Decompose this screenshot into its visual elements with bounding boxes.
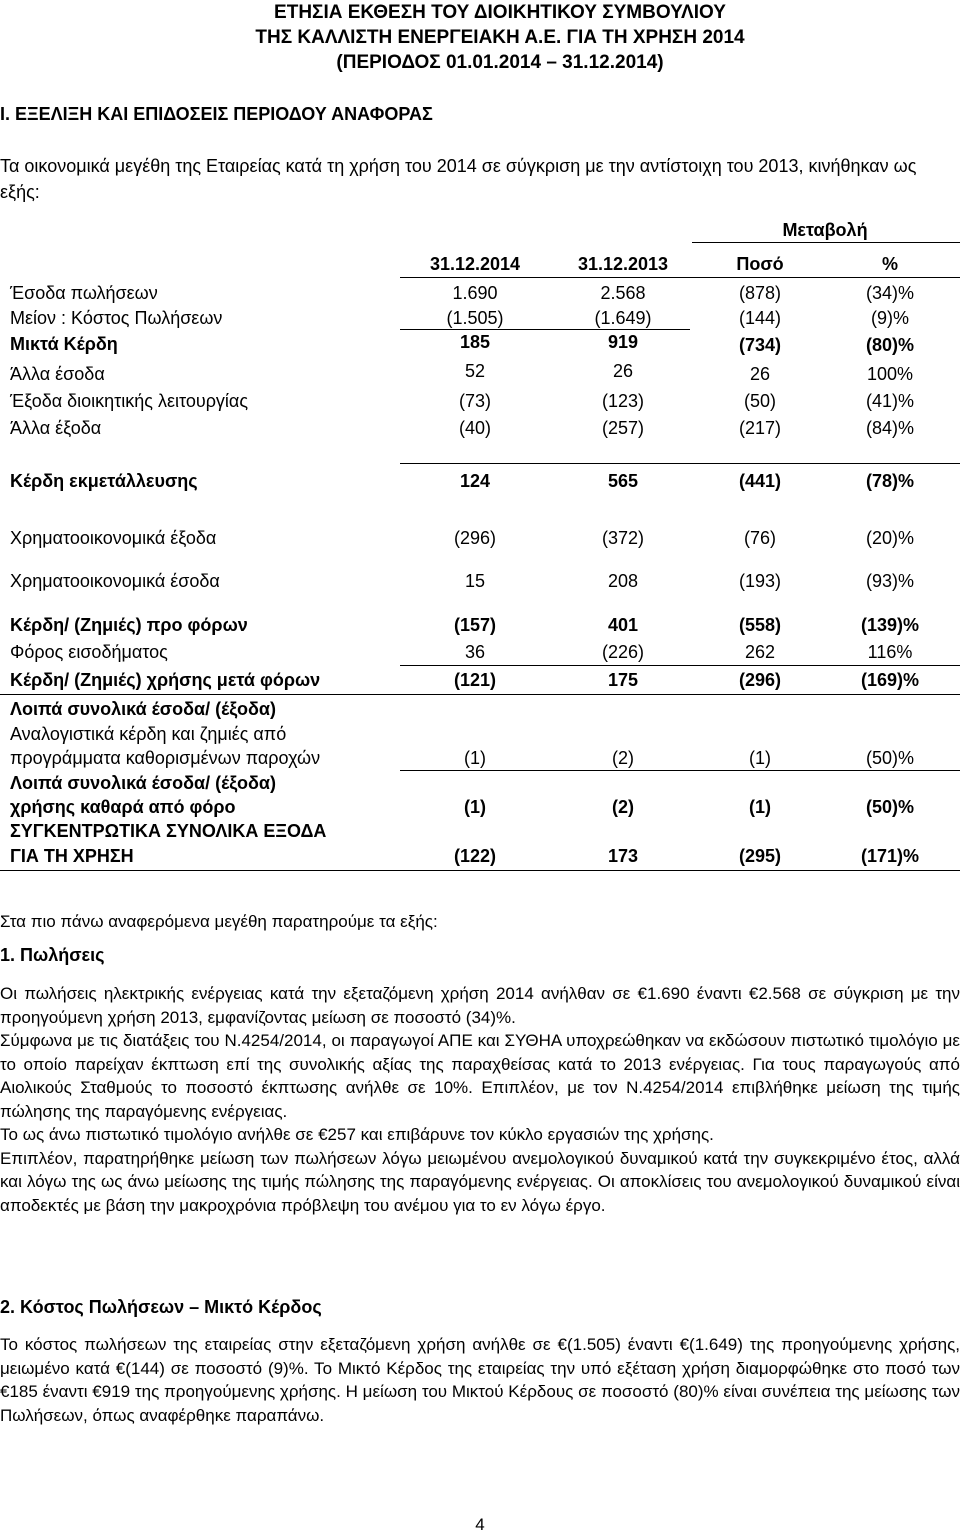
title-line-2: ΤΗΣ ΚΑΛΛΙΣΤΗ ΕΝΕΡΓΕΙΑΚΗ Α.Ε. ΓΙΑ ΤΗ ΧΡΗΣΗ 2014 (255, 27, 745, 48)
cell-percent: (93)% (865, 571, 914, 591)
observations-intro (0, 910, 960, 934)
cell-2013: 565 (607, 471, 639, 491)
cell-2014: (157) (453, 615, 497, 635)
oci-line (400, 770, 960, 771)
cell-2014: 15 (464, 571, 486, 591)
cell-percent: (50)% (865, 797, 914, 817)
cell-2013: 175 (607, 670, 639, 690)
cell-percent: (171)% (860, 846, 920, 866)
cell-2014: 1.690 (452, 283, 498, 303)
row-label: Άλλα έξοδα (10, 418, 102, 438)
after-tax-line (0, 694, 960, 695)
cell-2013: (2) (612, 748, 634, 768)
sales-paragraph-4: Επιπλέον, παρατηρήθηκε μείωση των πωλήσεων λόγω μειωμένου ανεμολογικού δυναμικού κατά την συγκεκριμένο έτος, αλλά και λόγω της ως άνω μείωσης της τιμής πώλησης της παραγόμενης ενέργειας. Οι αποκλίσεις του ανεμολογικού δυναμικού είναι αποδεκτές με βάση την μακροχρόνια πρόβλεψη του ανέμου για το εν λόγω έργο. (0, 1148, 960, 1215)
observations-text: Στα πιο πάνω αναφερόμενα μεγέθη παρατηρούμε τα εξής: (0, 912, 438, 931)
cell-2013: (372) (601, 528, 645, 548)
cell-2014: (1.505) (446, 308, 504, 328)
cell-amount: (217) (738, 418, 782, 438)
row-label: Άλλα έσοδα (10, 364, 105, 384)
cell-2013: (226) (601, 642, 645, 662)
cell-amount: (878) (738, 283, 782, 303)
cost-paragraph-1: Το κόστος πωλήσεων της εταιρείας στην εξεταζόμενη χρήση ανήλθε σε €(1.505) έναντι €(1.649) της προηγούμενης χρήσης, μειωμένο κατά €(144) σε ποσοστό (9)%. Το Μικτό Κέρδος της εταιρείας την υπό εξέταση χρήση διαμορφώθηκε στο ποσό των €185 έναντι €919 της προηγούμενης χρήσης. Η μείωση του Μικτού Κέρδους σε ποσοστό (80)% είναι συνέπεια της μείωσης των Πωλήσεων, όπως αναφέρθηκε παραπάνω. (0, 1335, 960, 1425)
cell-amount: (1) (749, 748, 771, 768)
cell-2014: (1) (464, 748, 486, 768)
intro-paragraph (0, 153, 960, 205)
cell-amount: (296) (738, 670, 782, 690)
row-label: χρήσης καθαρά από φόρο (10, 797, 236, 817)
cell-2014: (122) (453, 846, 497, 866)
cell-2014: 185 (459, 332, 491, 352)
cell-percent: (50)% (865, 748, 914, 768)
cell-2013: (257) (601, 418, 645, 438)
cell-amount: (441) (738, 471, 782, 491)
sales-paragraph-3: Το ως άνω πιστωτικό τιμολόγιο ανήλθε σε €257 και επιβάρυνε τον κύκλο εργασιών της χρήσης. (0, 1125, 714, 1144)
cell-amount: (734) (738, 335, 782, 355)
row-label: Μείον : Κόστος Πωλήσεων (10, 308, 223, 328)
operating-line (400, 463, 960, 464)
cell-amount: (558) (738, 615, 782, 635)
title-line-3: (ΠΕΡΙΟΔΟΣ 01.01.2014 – 31.12.2014) (336, 52, 664, 73)
cell-2013: 26 (612, 361, 634, 381)
row-label: Λοιπά συνολικά έσοδα/ (έξοδα) (10, 773, 276, 793)
cell-2014: 124 (459, 471, 491, 491)
cell-2013: 919 (607, 332, 639, 352)
cell-2014: (40) (458, 418, 491, 438)
row-label: Κέρδη/ (Ζημιές) προ φόρων (10, 615, 248, 635)
sales-heading: 1. Πωλήσεις (0, 945, 105, 965)
sales-section (0, 982, 960, 1217)
sales-paragraph-1: Οι πωλήσεις ηλεκτρικής ενέργειας κατά την εξεταζόμενη χρήση 2014 ανήλθαν σε €1.690 έναντι €2.568 σε σύγκριση με την προηγούμενη χρήση 2013, εμφανίζοντας μείωση σε ποσοστό (34)%. (0, 984, 960, 1027)
cell-percent: (169)% (860, 670, 920, 690)
row-label: Έξοδα διοικητικής λειτουργίας (10, 391, 249, 411)
cell-amount: (193) (738, 571, 782, 591)
cell-percent: 116% (867, 642, 913, 662)
total-line (0, 870, 960, 871)
cell-percent: (34)% (865, 283, 914, 303)
cell-2013: (2) (612, 797, 634, 817)
col-header-2014: 31.12.2014 (429, 254, 521, 274)
cell-2013: 401 (607, 615, 639, 635)
header-divider (692, 242, 960, 243)
row-label: προγράμματα καθορισμένων παροχών (10, 748, 321, 768)
row-label: Αναλογιστικά κέρδη και ζημιές από (10, 724, 287, 744)
row-label: Λοιπά συνολικά έσοδα/ (έξοδα) (10, 699, 276, 719)
title-line-1: ΕΤΗΣΙΑ ΕΚΘΕΣΗ ΤΟΥ ΔΙΟΙΚΗΤΙΚΟΥ ΣΥΜΒΟΥΛΙΟΥ (274, 2, 726, 23)
cell-percent: (41)% (865, 391, 914, 411)
col-header-amount: Ποσό (736, 254, 784, 274)
page-number: 4 (475, 1515, 485, 1534)
intro-text: Τα οικονομικά μεγέθη της Εταιρείας κατά τη χρήση του 2014 σε σύγκριση με την αντίστοιχη του 2013, κινήθηκαν ως εξής: (0, 156, 917, 202)
cell-2014: (296) (453, 528, 497, 548)
cell-amount: (50) (743, 391, 776, 411)
row-label: Χρηματοοικονομικά έσοδα (10, 571, 220, 591)
report-title (150, 0, 850, 75)
cell-percent: (9)% (870, 308, 909, 328)
cell-amount: 262 (744, 642, 776, 662)
cell-percent: 100% (866, 364, 914, 384)
cell-percent: (84)% (865, 418, 914, 438)
col-header-2013: 31.12.2013 (577, 254, 669, 274)
cell-amount: (295) (738, 846, 782, 866)
cell-2013: 2.568 (600, 283, 646, 303)
subtotal-line (400, 329, 690, 330)
cell-amount: (144) (738, 308, 782, 328)
change-group-header: Μεταβολή (782, 220, 868, 240)
cell-2014: 52 (464, 361, 486, 381)
cell-2014: 36 (464, 642, 486, 662)
cell-amount: 26 (749, 364, 771, 384)
cell-2013: (1.649) (594, 308, 652, 328)
row-label: Κέρδη/ (Ζημιές) χρήσης μετά φόρων (10, 670, 321, 690)
col-header-percent: % (881, 254, 898, 274)
cost-section (0, 1333, 960, 1427)
cell-percent: (78)% (865, 471, 914, 491)
tax-line (400, 665, 960, 666)
row-label: Μικτά Κέρδη (10, 334, 118, 354)
cell-percent: (139)% (860, 615, 920, 635)
row-label: Έσοδα πωλήσεων (10, 283, 158, 303)
cell-2014: (73) (458, 391, 491, 411)
cost-heading: 2. Κόστος Πωλήσεων – Μικτό Κέρδος (0, 1297, 322, 1317)
cell-2013: 208 (607, 571, 639, 591)
row-label: ΣΥΓΚΕΝΤΡΩΤΙΚΑ ΣΥΝΟΛΙΚΑ ΕΞΟΔΑ (10, 821, 327, 841)
cell-2014: (1) (464, 797, 486, 817)
row-label: Κέρδη εκμετάλλευσης (10, 471, 198, 491)
cell-percent: (20)% (865, 528, 914, 548)
cell-2013: 173 (607, 846, 639, 866)
row-label: Φόρος εισοδήματος (10, 642, 168, 662)
cell-2013: (123) (601, 391, 645, 411)
row-label: Χρηματοοικονομικά έξοδα (10, 528, 217, 548)
cell-amount: (76) (743, 528, 776, 548)
cell-percent: (80)% (865, 335, 914, 355)
sales-paragraph-2: Σύμφωνα με τις διατάξεις του Ν.4254/2014, οι παραγωγοί ΑΠΕ και ΣΥΘΗΑ υποχρεώθηκαν να εκδώσουν πιστωτικό τιμολόγιο με το οποίο παρείχαν έκπτωση επί της συνολικής αξίας της παραχθείσας κατά το 2013 ενέργειας. Για τους παραγωγούς από Αιολικούς Σταθμούς το ποσοστό έκπτωσης ανήλθε σε 10%. Επιπλέον, με τον Ν.4254/2014 επιβλήθηκε μείωση της τιμής πώλησης της παραγόμενης ενέργειας. (0, 1031, 960, 1121)
section-heading: Ι. ΕΞΕΛΙΞΗ ΚΑΙ ΕΠΙΔΟΣΕΙΣ ΠΕΡΙΟΔΟΥ ΑΝΑΦΟΡΑΣ (0, 104, 433, 124)
column-header-underline (400, 277, 960, 278)
row-label: ΓΙΑ ΤΗ ΧΡΗΣΗ (10, 846, 134, 866)
cell-amount: (1) (749, 797, 771, 817)
cell-2014: (121) (453, 670, 497, 690)
